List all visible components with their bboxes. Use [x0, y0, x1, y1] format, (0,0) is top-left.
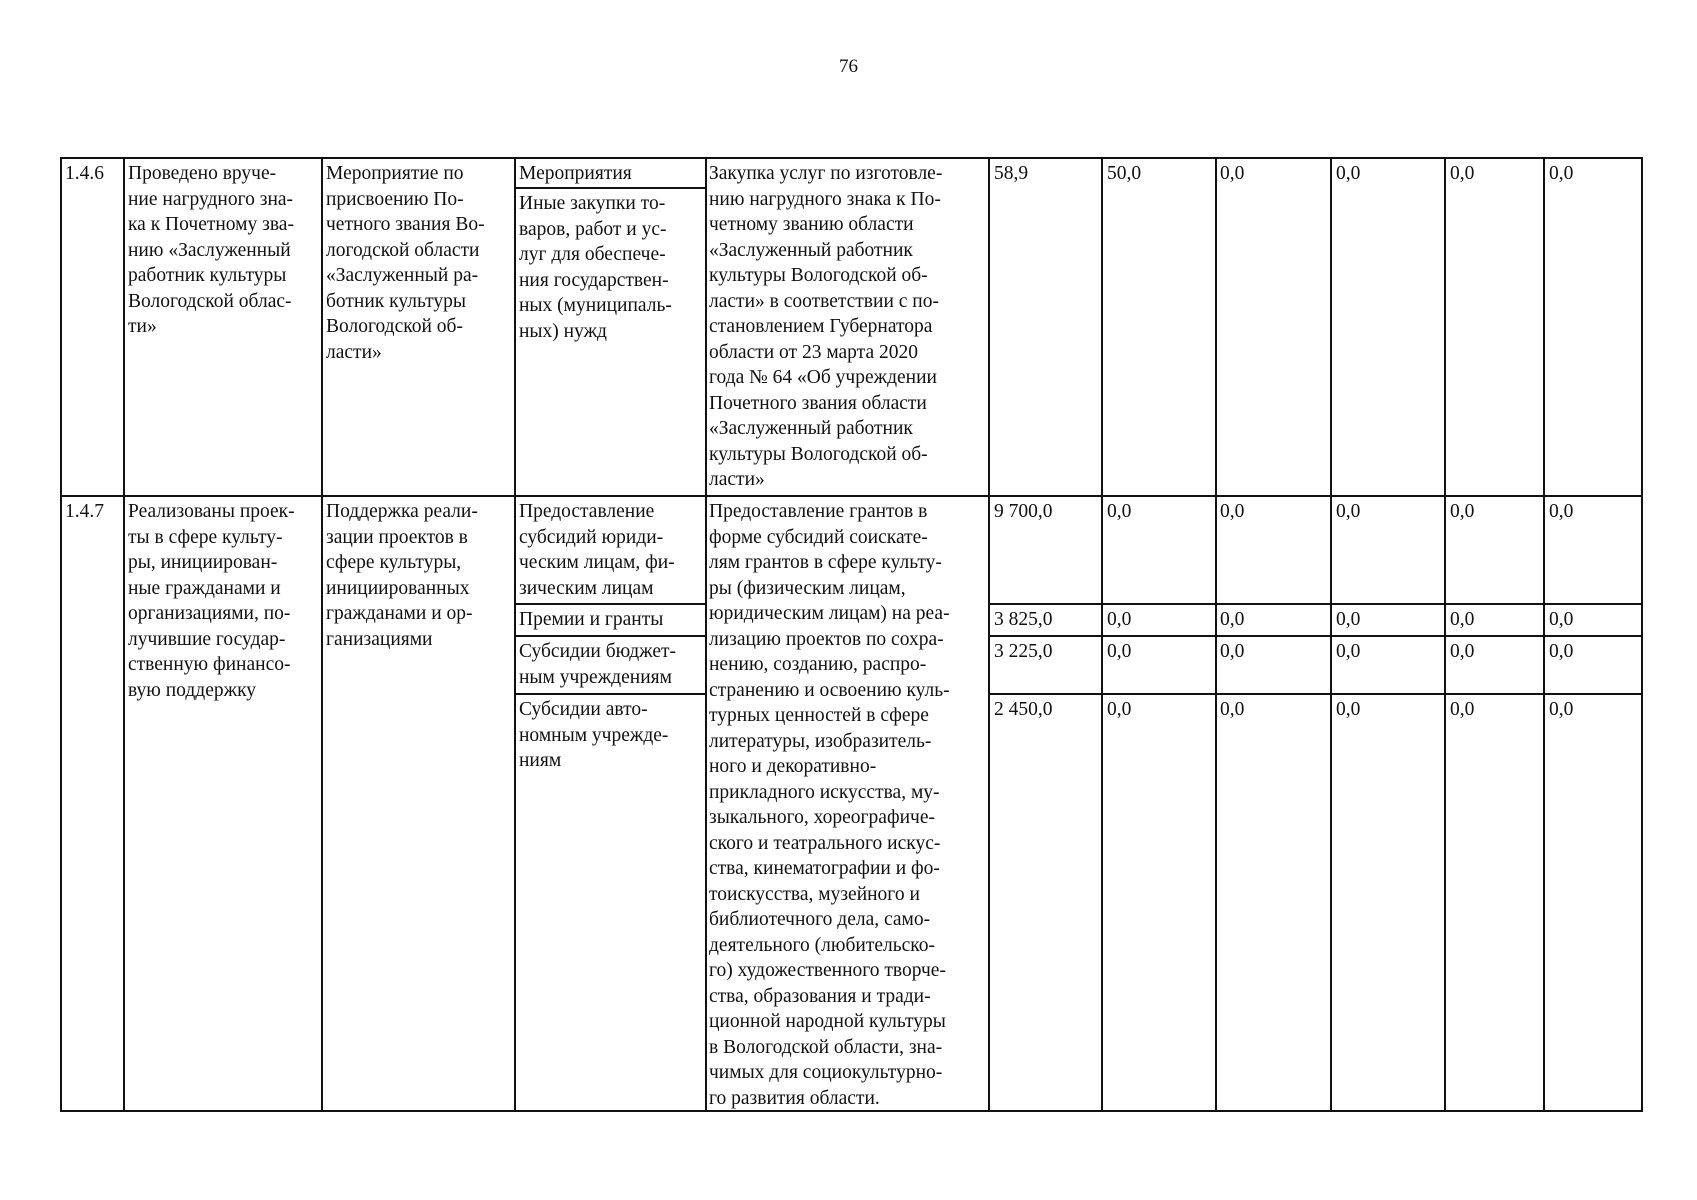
- row-code: 1.4.7: [65, 501, 104, 522]
- page-number: 76: [839, 56, 858, 77]
- column-divider: [1330, 157, 1332, 1112]
- direction-cell: Мероприятия: [519, 163, 632, 184]
- value-cell: 0,0: [1107, 609, 1132, 630]
- column-divider: [321, 157, 323, 1112]
- value-cell: 0,0: [1450, 609, 1475, 630]
- description-cell: Закупка услуг по изготовле- нию нагрудного знака к По- четному званию области «Заслуженный работник культуры Вологодской об- ласти» в соответствии с по- становлением Губернатора области от 23 марта 2020 года № 64 «Об учреждении Почетного звания области «Заслуженный работник культуры Вологодской об- ласти»: [709, 163, 943, 490]
- cell-divider: [514, 603, 707, 605]
- subdirection-cell: Иные закупки то- варов, работ и ус- луг для обеспече- ния государствен- ных (муниципаль- ных) нужд: [519, 193, 672, 342]
- table-border: [60, 157, 62, 1112]
- value-cell: 0,0: [1549, 699, 1574, 720]
- result-cell: Реализованы проек- ты в сфере культу- ры, инициирован- ные гражданами и организациями, по- лучившие государ- ственную финансо- вую поддержку: [128, 501, 295, 701]
- value-cell: 0,0: [1336, 699, 1361, 720]
- value-cell: 0,0: [1220, 501, 1245, 522]
- value-cell: 0,0: [1336, 641, 1361, 662]
- value-cell: 0,0: [1336, 501, 1361, 522]
- activity-cell: Мероприятие по присвоению По- четного звания Во- логодской области «Заслуженный ра- ботник культуры Вологодской об- ласти»: [326, 163, 485, 363]
- value-cell: 50,0: [1107, 163, 1142, 184]
- cell-divider: [514, 693, 707, 695]
- value-cell: 0,0: [1450, 501, 1475, 522]
- value-cell: 0,0: [1450, 641, 1475, 662]
- column-divider: [1215, 157, 1217, 1112]
- description-cell: Предоставление грантов в форме субсидий соискате- лям грантов в сфере культу- ры (физическим лицам, юридическим лицам) на реа- лизацию проектов по сохра- нению, созданию, распро- странению и освоению куль- турных ценностей в сфере литературы, изобразитель- ного и декоративно- прикладного искусства, му- зыкального, хореографиче- ского и театрального искус- ства, кинематографии и фо- тоискусства, музейного и библиотечного дела, само- деятельного (любительско- го) художественного творче- ства, образования и тради- ционной народной культуры в Вологодской области, зна- чимых для социокультурно- го развития области.: [709, 501, 950, 1109]
- direction-cell: Предоставление субсидий юриди- ческим лицам, фи- зическим лицам: [519, 501, 675, 599]
- value-cell: 2 450,0: [994, 699, 1053, 720]
- table-border: [1641, 157, 1643, 1112]
- table-border: [60, 1110, 1643, 1112]
- cell-divider: [514, 635, 707, 637]
- column-divider: [514, 157, 516, 1112]
- value-cell: 0,0: [1220, 699, 1245, 720]
- result-cell: Проведено вруче- ние нагрудного зна- ка к Почетному зва- нию «Заслуженный работник культуры Вологодской облас- ти»: [128, 163, 294, 337]
- value-cell: 3 225,0: [994, 641, 1053, 662]
- value-cell: 0,0: [1450, 699, 1475, 720]
- direction-cell: Субсидии бюджет- ным учреждениям: [519, 641, 676, 688]
- value-cell: 9 700,0: [994, 501, 1053, 522]
- value-cell: 0,0: [1220, 609, 1245, 630]
- activity-cell: Поддержка реали- зации проектов в сфере культуры, инициированных гражданами и ор- ганизациями: [326, 501, 478, 650]
- value-cell: 0,0: [1336, 609, 1361, 630]
- row-code: 1.4.6: [65, 163, 104, 184]
- value-cell: 58,9: [994, 163, 1029, 184]
- value-cell: 0,0: [1549, 163, 1574, 184]
- value-cell: 0,0: [1107, 501, 1132, 522]
- direction-cell: Премии и гранты: [519, 609, 664, 630]
- column-divider: [1543, 157, 1545, 1112]
- value-cell: 0,0: [1450, 163, 1475, 184]
- value-cell: 0,0: [1107, 641, 1132, 662]
- value-cell: 0,0: [1549, 501, 1574, 522]
- column-divider: [1444, 157, 1446, 1112]
- cell-divider: [514, 187, 707, 189]
- value-cell: 0,0: [1549, 609, 1574, 630]
- value-cell: 0,0: [1336, 163, 1361, 184]
- value-cell: 0,0: [1549, 641, 1574, 662]
- value-cell: 0,0: [1107, 699, 1132, 720]
- value-cell: 0,0: [1220, 163, 1245, 184]
- value-cell: 0,0: [1220, 641, 1245, 662]
- column-divider: [988, 157, 990, 1112]
- column-divider: [1101, 157, 1103, 1112]
- table-border: [60, 157, 1643, 159]
- row-divider: [60, 495, 1643, 497]
- column-divider: [705, 157, 707, 1112]
- direction-cell: Субсидии авто- номным учрежде- ниям: [519, 699, 669, 771]
- value-cell: 3 825,0: [994, 609, 1053, 630]
- column-divider: [123, 157, 125, 1112]
